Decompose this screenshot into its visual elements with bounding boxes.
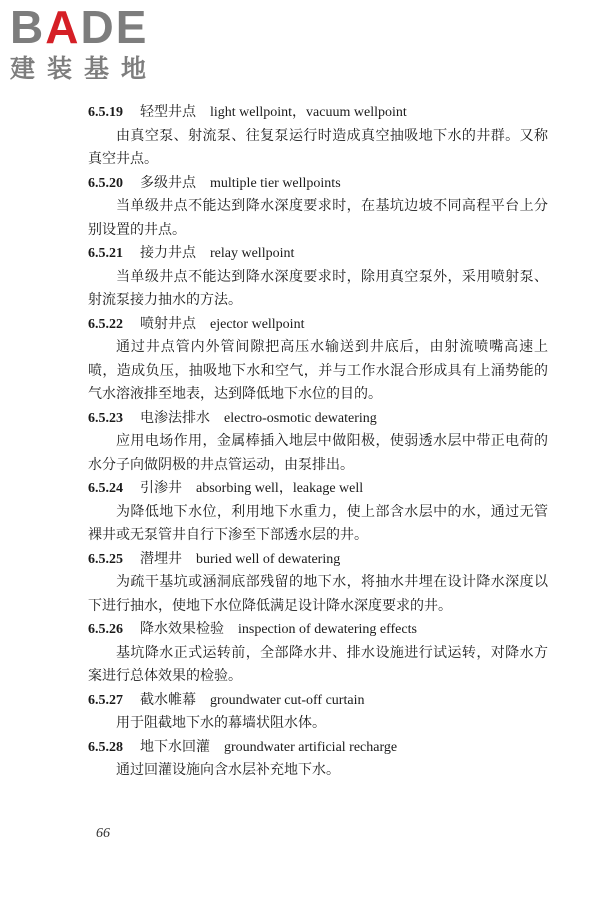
term-heading	[88, 736, 548, 760]
term-english: buried well of dewatering	[196, 551, 341, 567]
term-heading	[88, 313, 548, 337]
term-definition: 通过井点管内外管间隙把高压水输送到井底后，由射流喷嘴高速上喷，造成负压，抽吸地下水和空气，并与工作水混合形成具有上涌势能的气水溶液排至地表，达到降低地下水位的目的。	[88, 339, 548, 402]
term-entry	[88, 477, 548, 548]
term-heading	[88, 689, 548, 713]
term-number: 6.5.23	[88, 410, 123, 426]
term-heading	[88, 172, 548, 196]
term-english: groundwater artificial recharge	[224, 739, 398, 755]
term-english: ejector wellpoint	[210, 316, 305, 332]
term-definition: 通过回灌设施向含水层补充地下水。	[116, 762, 340, 778]
logo-subtitle: 建装基地	[10, 54, 159, 83]
term-definition: 当单级井点不能达到降水深度要求时，除用真空泵外，采用喷射泵、射流泵接力抽水的方法。	[88, 268, 548, 308]
term-number: 6.5.27	[88, 692, 123, 708]
term-chinese: 电渗法排水	[140, 409, 210, 426]
term-english: electro-osmotic dewatering	[224, 410, 377, 426]
term-heading	[88, 548, 548, 572]
term-entry	[88, 407, 548, 478]
term-number: 6.5.21	[88, 246, 123, 261]
term-entry	[88, 548, 548, 619]
term-chinese: 潜埋井	[140, 550, 182, 567]
term-entry	[88, 242, 548, 313]
term-heading	[88, 618, 548, 642]
term-heading	[88, 242, 548, 266]
term-entry	[88, 618, 548, 689]
term-english: groundwater cut-off curtain	[210, 692, 365, 708]
term-english: multiple tier wellpoints	[210, 175, 341, 191]
term-number: 6.5.26	[88, 622, 123, 637]
term-definition: 由真空泵、射流泵、往复泵运行时造成真空抽吸地下水的井群。又称真空井点。	[88, 127, 548, 167]
term-english: relay wellpoint	[210, 246, 295, 261]
term-definition: 用于阻截地下水的幕墙状阻水体。	[116, 715, 326, 731]
term-chinese: 地下水回灌	[140, 738, 210, 755]
term-number: 6.5.22	[88, 316, 123, 332]
term-entry	[88, 101, 548, 172]
term-definition: 当单级井点不能达到降水深度要求时，在基坑边坡不同高程平台上分别设置的井点。	[88, 198, 548, 238]
term-english: light wellpoint，vacuum wellpoint	[210, 105, 407, 120]
term-number: 6.5.24	[88, 481, 123, 496]
term-number: 6.5.20	[88, 175, 123, 191]
term-chinese: 多级井点	[140, 174, 196, 191]
term-heading	[88, 477, 548, 501]
term-heading	[88, 407, 548, 431]
term-number: 6.5.25	[88, 551, 123, 567]
term-chinese: 接力井点	[140, 245, 196, 261]
term-chinese: 轻型井点	[140, 104, 196, 120]
term-list	[88, 101, 548, 783]
term-chinese: 引渗井	[140, 480, 182, 496]
term-definition: 为疏干基坑或涵洞底部残留的地下水，将抽水井埋在设计降水深度以下进行抽水，使地下水位降低满足设计降水深度要求的井。	[88, 574, 548, 614]
logo-accent-letter: A	[45, 1, 81, 53]
logo-wordmark: BADE	[10, 1, 149, 53]
term-definition: 基坑降水正式运转前，全部降水井、排水设施进行试运转，对降水方案进行总体效果的检验。	[88, 644, 548, 684]
logo	[10, 1, 180, 90]
page-number: 66	[96, 826, 110, 841]
term-chinese: 喷射井点	[140, 315, 196, 332]
term-chinese: 降水效果检验	[140, 621, 224, 637]
term-entry	[88, 313, 548, 407]
term-number: 6.5.28	[88, 739, 123, 755]
term-heading	[88, 101, 548, 125]
term-english: absorbing well，leakage well	[196, 481, 364, 496]
term-english: inspection of dewatering effects	[238, 622, 417, 637]
term-chinese: 截水帷幕	[140, 691, 196, 708]
term-definition: 应用电场作用，金属棒插入地层中做阳极，使弱透水层中带正电荷的水分子向做阴极的井点管运动，由泵排出。	[88, 433, 548, 473]
term-entry	[88, 736, 548, 783]
term-entry	[88, 172, 548, 243]
term-definition: 为降低地下水位，利用地下水重力，使上部含水层中的水，通过无管裸井或无泵管井自行下渗至下部透水层的井。	[88, 503, 548, 543]
term-number: 6.5.19	[88, 105, 123, 120]
term-entry	[88, 689, 548, 736]
